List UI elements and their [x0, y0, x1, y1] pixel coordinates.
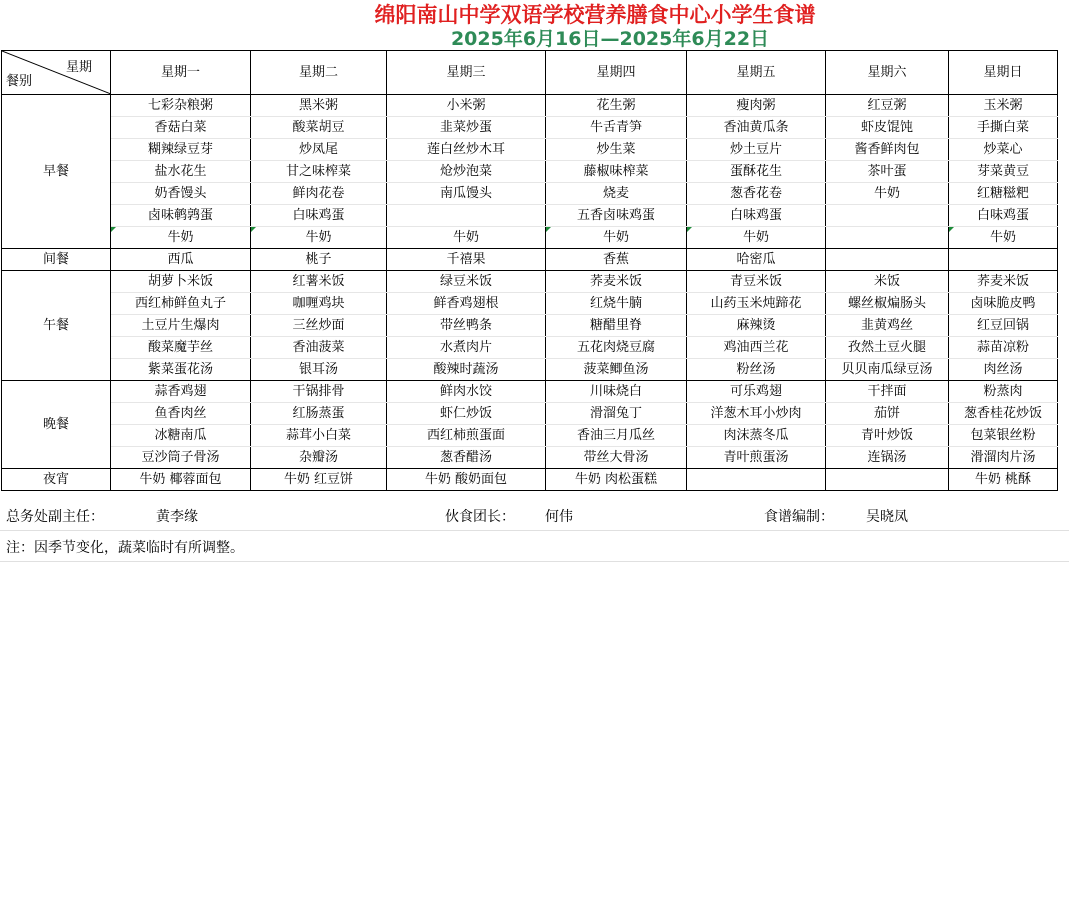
dish-name: 西瓜	[167, 252, 194, 267]
dish-name: 牛奶 酸奶面包	[424, 472, 508, 487]
dish-cell	[251, 359, 387, 381]
dish-cell	[826, 117, 949, 139]
dish-cell	[546, 403, 687, 425]
dish-name: 牛奶	[602, 230, 629, 245]
dish-name: 葱香醋汤	[439, 450, 492, 465]
dish-cell	[546, 359, 687, 381]
dish-cell	[826, 469, 949, 491]
dish-cell	[111, 293, 251, 315]
dish-name: 牛奶	[452, 230, 479, 245]
dish-cell	[546, 293, 687, 315]
dish-cell	[687, 425, 826, 447]
dish-name: 鲜肉花卷	[292, 186, 345, 201]
dish-name: 炒凤尾	[298, 142, 338, 157]
dish-cell	[949, 315, 1058, 337]
dish-name: 牛奶 肉松蛋糕	[574, 472, 658, 487]
dish-cell	[826, 425, 949, 447]
day-header: 星期四	[546, 51, 687, 95]
dish-name: 山药玉米炖蹄花	[710, 296, 802, 311]
dish-name: 千禧果	[446, 252, 486, 267]
dish-cell	[251, 271, 387, 293]
dish-name: 牛奶	[305, 230, 332, 245]
dish-cell	[251, 161, 387, 183]
dish-cell	[546, 337, 687, 359]
dish-name: 瘦肉粥	[736, 98, 776, 113]
dish-name: 西红柿鲜鱼丸子	[134, 296, 226, 311]
dish-cell	[251, 447, 387, 469]
dish-name: 牛奶 红豆饼	[283, 472, 354, 487]
day-header: 星期一	[111, 51, 251, 95]
meal-label-night: 夜宵	[2, 469, 111, 491]
dish-cell	[111, 403, 251, 425]
corner-day-label: 星期	[65, 60, 92, 75]
dish-cell	[251, 425, 387, 447]
dish-cell	[387, 227, 546, 249]
dish-cell	[687, 117, 826, 139]
dish-name: 蒜茸小白菜	[285, 428, 351, 443]
dish-name: 菠菜鲫鱼汤	[583, 362, 649, 377]
dish-name: 手撕白菜	[976, 120, 1029, 135]
dish-name: 红肠蒸蛋	[292, 406, 345, 421]
corner-meal-label: 餐别	[6, 74, 33, 89]
dish-name: 酸菜胡豆	[292, 120, 345, 135]
dish-cell	[826, 205, 949, 227]
dish-cell	[111, 95, 251, 117]
dish-cell	[251, 293, 387, 315]
dish-name: 干锅排骨	[292, 384, 345, 399]
corner-cell	[2, 51, 111, 95]
dish-name: 茄饼	[873, 406, 900, 421]
dish-name: 红糖糍粑	[976, 186, 1029, 201]
dish-name: 滑溜兔丁	[589, 406, 642, 421]
dish-cell	[687, 249, 826, 271]
dish-cell	[687, 293, 826, 315]
dish-name: 小米粥	[446, 98, 486, 113]
dish-cell	[687, 227, 826, 249]
dish-cell	[251, 249, 387, 271]
dish-cell	[251, 337, 387, 359]
dish-name: 藤椒味榨菜	[583, 164, 649, 179]
dish-name: 孜然土豆火腿	[847, 340, 926, 355]
dish-cell	[546, 227, 687, 249]
dish-name: 五花肉烧豆腐	[576, 340, 655, 355]
dish-name: 胡萝卜米饭	[147, 274, 213, 289]
dish-cell	[111, 117, 251, 139]
dish-cell	[546, 139, 687, 161]
dish-cell	[111, 425, 251, 447]
dish-name: 蒜苗凉粉	[976, 340, 1029, 355]
dish-name: 卤味鹌鹑蛋	[147, 208, 213, 223]
dish-name: 烧麦	[602, 186, 629, 201]
dish-name: 牛奶	[873, 186, 900, 201]
dish-name: 鱼香肉丝	[154, 406, 207, 421]
dish-cell	[387, 425, 546, 447]
dish-cell	[111, 183, 251, 205]
dish-name: 牛奶 椰蓉面包	[139, 472, 222, 487]
meal-label-breakfast: 早餐	[2, 95, 111, 249]
dish-cell	[111, 271, 251, 293]
dish-cell	[111, 469, 251, 491]
dish-name: 青叶煎蛋汤	[723, 450, 789, 465]
dish-cell	[949, 293, 1058, 315]
dish-name: 米饭	[873, 274, 900, 289]
leader-name: 何伟	[545, 509, 573, 525]
dish-name: 炒土豆片	[729, 142, 782, 157]
cell-marker	[111, 227, 116, 232]
dish-cell	[949, 183, 1058, 205]
dish-name: 白味鸡蛋	[976, 208, 1029, 223]
dish-name: 滑溜肉片汤	[970, 450, 1036, 465]
dish-cell	[546, 447, 687, 469]
dish-cell	[111, 447, 251, 469]
dish-cell	[251, 403, 387, 425]
dish-cell	[111, 359, 251, 381]
dish-name: 杂瓣汤	[298, 450, 338, 465]
divider	[0, 561, 1069, 562]
dish-name: 连锅汤	[867, 450, 907, 465]
dish-cell	[949, 117, 1058, 139]
day-header: 星期日	[949, 51, 1058, 95]
dish-cell	[546, 271, 687, 293]
dish-cell	[387, 359, 546, 381]
dish-name: 贝贝南瓜绿豆汤	[841, 362, 933, 377]
day-header: 星期五	[687, 51, 826, 95]
dish-cell	[687, 337, 826, 359]
dish-name: 红豆回锅	[976, 318, 1029, 333]
dish-name: 红烧牛腩	[589, 296, 642, 311]
dish-name: 莲白丝炒木耳	[426, 142, 505, 157]
date-range: 2025年6月16日—2025年6月22日	[450, 28, 770, 50]
editor-label: 食谱编制：	[764, 509, 834, 525]
dish-name: 香菇白菜	[154, 120, 207, 135]
dish-cell	[949, 139, 1058, 161]
dish-cell	[546, 117, 687, 139]
dish-cell	[949, 95, 1058, 117]
dish-cell	[387, 117, 546, 139]
dish-cell	[387, 183, 546, 205]
dish-cell	[111, 227, 251, 249]
dish-cell	[387, 447, 546, 469]
dish-cell	[546, 469, 687, 491]
dish-cell	[687, 403, 826, 425]
day-header: 星期六	[826, 51, 949, 95]
dish-name: 南瓜馒头	[439, 186, 492, 201]
dish-cell	[826, 381, 949, 403]
dish-name: 红薯米饭	[292, 274, 345, 289]
dish-name: 酸菜魔芋丝	[147, 340, 213, 355]
dish-name: 五香卤味鸡蛋	[576, 208, 655, 223]
dish-cell	[111, 381, 251, 403]
dish-name: 川味烧白	[589, 384, 642, 399]
dish-name: 盐水花生	[154, 164, 207, 179]
dish-name: 韭菜炒蛋	[439, 120, 492, 135]
dish-name: 酱香鲜肉包	[854, 142, 920, 157]
dish-name: 水煮肉片	[439, 340, 492, 355]
dish-name: 芽菜黄豆	[976, 164, 1029, 179]
dish-name: 香油黄瓜条	[723, 120, 789, 135]
dish-name: 酸辣时蔬汤	[433, 362, 499, 377]
dish-cell	[546, 381, 687, 403]
dish-cell	[251, 139, 387, 161]
dish-name: 土豆片生爆肉	[141, 318, 220, 333]
dish-cell	[387, 315, 546, 337]
dish-cell	[111, 249, 251, 271]
dish-cell	[949, 403, 1058, 425]
dish-name: 粉丝汤	[736, 362, 776, 377]
day-header: 星期二	[251, 51, 387, 95]
dish-name: 茶叶蛋	[867, 164, 907, 179]
dish-name: 鲜肉水饺	[439, 384, 492, 399]
dish-cell	[826, 227, 949, 249]
dish-name: 紫菜蛋花汤	[147, 362, 213, 377]
dish-cell	[387, 205, 546, 227]
dish-cell	[687, 359, 826, 381]
dish-cell	[251, 117, 387, 139]
dish-name: 白味鸡蛋	[292, 208, 345, 223]
dish-name: 牛奶	[742, 230, 769, 245]
dish-cell	[546, 249, 687, 271]
dish-cell	[687, 205, 826, 227]
dish-cell	[387, 381, 546, 403]
meal-label-dinner: 晚餐	[2, 381, 111, 469]
dish-name: 咖喱鸡块	[292, 296, 345, 311]
dish-name: 甘之味榨菜	[285, 164, 351, 179]
director-label: 总务处副主任：	[6, 509, 104, 525]
dish-name: 桃子	[305, 252, 332, 267]
dish-cell	[546, 161, 687, 183]
dish-cell	[949, 359, 1058, 381]
dish-name: 干拌面	[867, 384, 907, 399]
dish-cell	[826, 403, 949, 425]
dish-name: 葱香花卷	[729, 186, 782, 201]
dish-cell	[687, 271, 826, 293]
dish-name: 奶香馒头	[154, 186, 207, 201]
dish-cell	[687, 315, 826, 337]
cell-marker	[251, 227, 256, 232]
dish-name: 牛奶	[989, 230, 1016, 245]
dish-cell	[687, 95, 826, 117]
dish-cell	[387, 403, 546, 425]
dish-name: 带丝大骨汤	[583, 450, 649, 465]
dish-name: 豆沙筒子骨汤	[141, 450, 220, 465]
dish-cell	[111, 205, 251, 227]
dish-name: 炝炒泡菜	[439, 164, 492, 179]
dish-cell	[251, 381, 387, 403]
dish-name: 香油三月瓜丝	[576, 428, 655, 443]
day-header: 星期三	[387, 51, 546, 95]
dish-name: 花生粥	[596, 98, 636, 113]
dish-name: 青豆米饭	[729, 274, 782, 289]
dish-cell	[111, 161, 251, 183]
dish-cell	[826, 95, 949, 117]
dish-name: 虾仁炒饭	[439, 406, 492, 421]
menu-note: 注：因季节变化，蔬菜临时有所调整。	[6, 540, 244, 556]
dish-cell	[546, 95, 687, 117]
dish-name: 洋葱木耳小炒肉	[710, 406, 802, 421]
dish-name: 炒菜心	[983, 142, 1023, 157]
dish-cell	[387, 271, 546, 293]
dish-cell	[687, 161, 826, 183]
dish-cell	[949, 161, 1058, 183]
dish-cell	[387, 293, 546, 315]
dish-cell	[826, 337, 949, 359]
dish-name: 香油菠菜	[292, 340, 345, 355]
dish-name: 绿豆米饭	[439, 274, 492, 289]
dish-name: 哈密瓜	[736, 252, 776, 267]
cell-marker	[546, 227, 551, 232]
dish-cell	[826, 315, 949, 337]
dish-cell	[111, 139, 251, 161]
dish-cell	[826, 161, 949, 183]
dish-cell	[687, 139, 826, 161]
dish-cell	[387, 249, 546, 271]
dish-cell	[546, 205, 687, 227]
dish-name: 鸡油西兰花	[723, 340, 789, 355]
dish-name: 三丝炒面	[292, 318, 345, 333]
dish-name: 牛奶	[167, 230, 194, 245]
dish-cell	[826, 183, 949, 205]
dish-name: 黑米粥	[298, 98, 338, 113]
dish-name: 蒜香鸡翅	[154, 384, 207, 399]
dish-cell	[949, 469, 1058, 491]
dish-cell	[546, 315, 687, 337]
dish-name: 肉丝汤	[983, 362, 1023, 377]
dish-cell	[826, 447, 949, 469]
dish-cell	[251, 469, 387, 491]
director-name: 黄李缘	[156, 509, 198, 525]
dish-name: 七彩杂粮粥	[147, 98, 213, 113]
meal-label-snack: 间餐	[2, 249, 111, 271]
dish-name: 玉米粥	[983, 98, 1023, 113]
dish-cell	[387, 139, 546, 161]
dish-name: 炒生菜	[596, 142, 636, 157]
divider	[0, 530, 1069, 531]
dish-name: 葱香桂花炒饭	[963, 406, 1042, 421]
dish-name: 牛奶 桃酥	[974, 472, 1032, 487]
dish-name: 螺丝椒煸肠头	[847, 296, 926, 311]
dish-cell	[949, 381, 1058, 403]
dish-cell	[387, 95, 546, 117]
dish-cell	[826, 293, 949, 315]
dish-cell	[949, 249, 1058, 271]
dish-cell	[251, 95, 387, 117]
dish-cell	[687, 447, 826, 469]
dish-cell	[949, 205, 1058, 227]
dish-name: 荞麦米饭	[976, 274, 1029, 289]
dish-cell	[387, 337, 546, 359]
dish-name: 银耳汤	[298, 362, 338, 377]
dish-cell	[546, 425, 687, 447]
dish-cell	[826, 359, 949, 381]
dish-name: 卤味脆皮鸭	[970, 296, 1036, 311]
dish-cell	[949, 337, 1058, 359]
dish-name: 牛舌青笋	[589, 120, 642, 135]
dish-cell	[687, 469, 826, 491]
weekly-menu-table	[1, 50, 1058, 491]
cell-marker	[949, 227, 954, 232]
dish-name: 肉沫蒸冬瓜	[723, 428, 789, 443]
dish-cell	[826, 271, 949, 293]
dish-cell	[251, 183, 387, 205]
dish-name: 青叶炒饭	[860, 428, 913, 443]
dish-name: 虾皮馄饨	[860, 120, 913, 135]
dish-cell	[251, 315, 387, 337]
meal-label-lunch: 午餐	[2, 271, 111, 381]
dish-cell	[251, 227, 387, 249]
dish-cell	[387, 161, 546, 183]
dish-cell	[387, 469, 546, 491]
dish-cell	[826, 139, 949, 161]
dish-cell	[251, 205, 387, 227]
dish-cell	[949, 271, 1058, 293]
dish-name: 粉蒸肉	[983, 384, 1023, 399]
editor-name: 吴晓凤	[866, 509, 908, 525]
dish-name: 糊辣绿豆芽	[147, 142, 213, 157]
dish-name: 麻辣烫	[736, 318, 776, 333]
dish-cell	[949, 425, 1058, 447]
dish-name: 蛋酥花生	[729, 164, 782, 179]
dish-name: 西红柿煎蛋面	[426, 428, 505, 443]
dish-cell	[949, 227, 1058, 249]
dish-cell	[687, 183, 826, 205]
dish-name: 冰糖南瓜	[154, 428, 207, 443]
leader-label: 伙食团长：	[445, 509, 515, 525]
dish-name: 包菜银丝粉	[970, 428, 1036, 443]
dish-name: 香蕉	[602, 252, 629, 267]
dish-name: 韭黄鸡丝	[860, 318, 913, 333]
dish-cell	[546, 183, 687, 205]
dish-cell	[826, 249, 949, 271]
menu-title: 绵阳南山中学双语学校营养膳食中心小学生食谱	[374, 3, 816, 27]
dish-cell	[949, 447, 1058, 469]
dish-name: 可乐鸡翅	[729, 384, 782, 399]
dish-name: 鲜香鸡翅根	[433, 296, 499, 311]
dish-cell	[687, 381, 826, 403]
dish-name: 带丝鸭条	[439, 318, 492, 333]
dish-name: 糖醋里脊	[589, 318, 642, 333]
dish-name: 白味鸡蛋	[729, 208, 782, 223]
dish-name: 荞麦米饭	[589, 274, 642, 289]
dish-name: 红豆粥	[867, 98, 907, 113]
dish-cell	[111, 315, 251, 337]
cell-marker	[687, 227, 692, 232]
dish-cell	[111, 337, 251, 359]
